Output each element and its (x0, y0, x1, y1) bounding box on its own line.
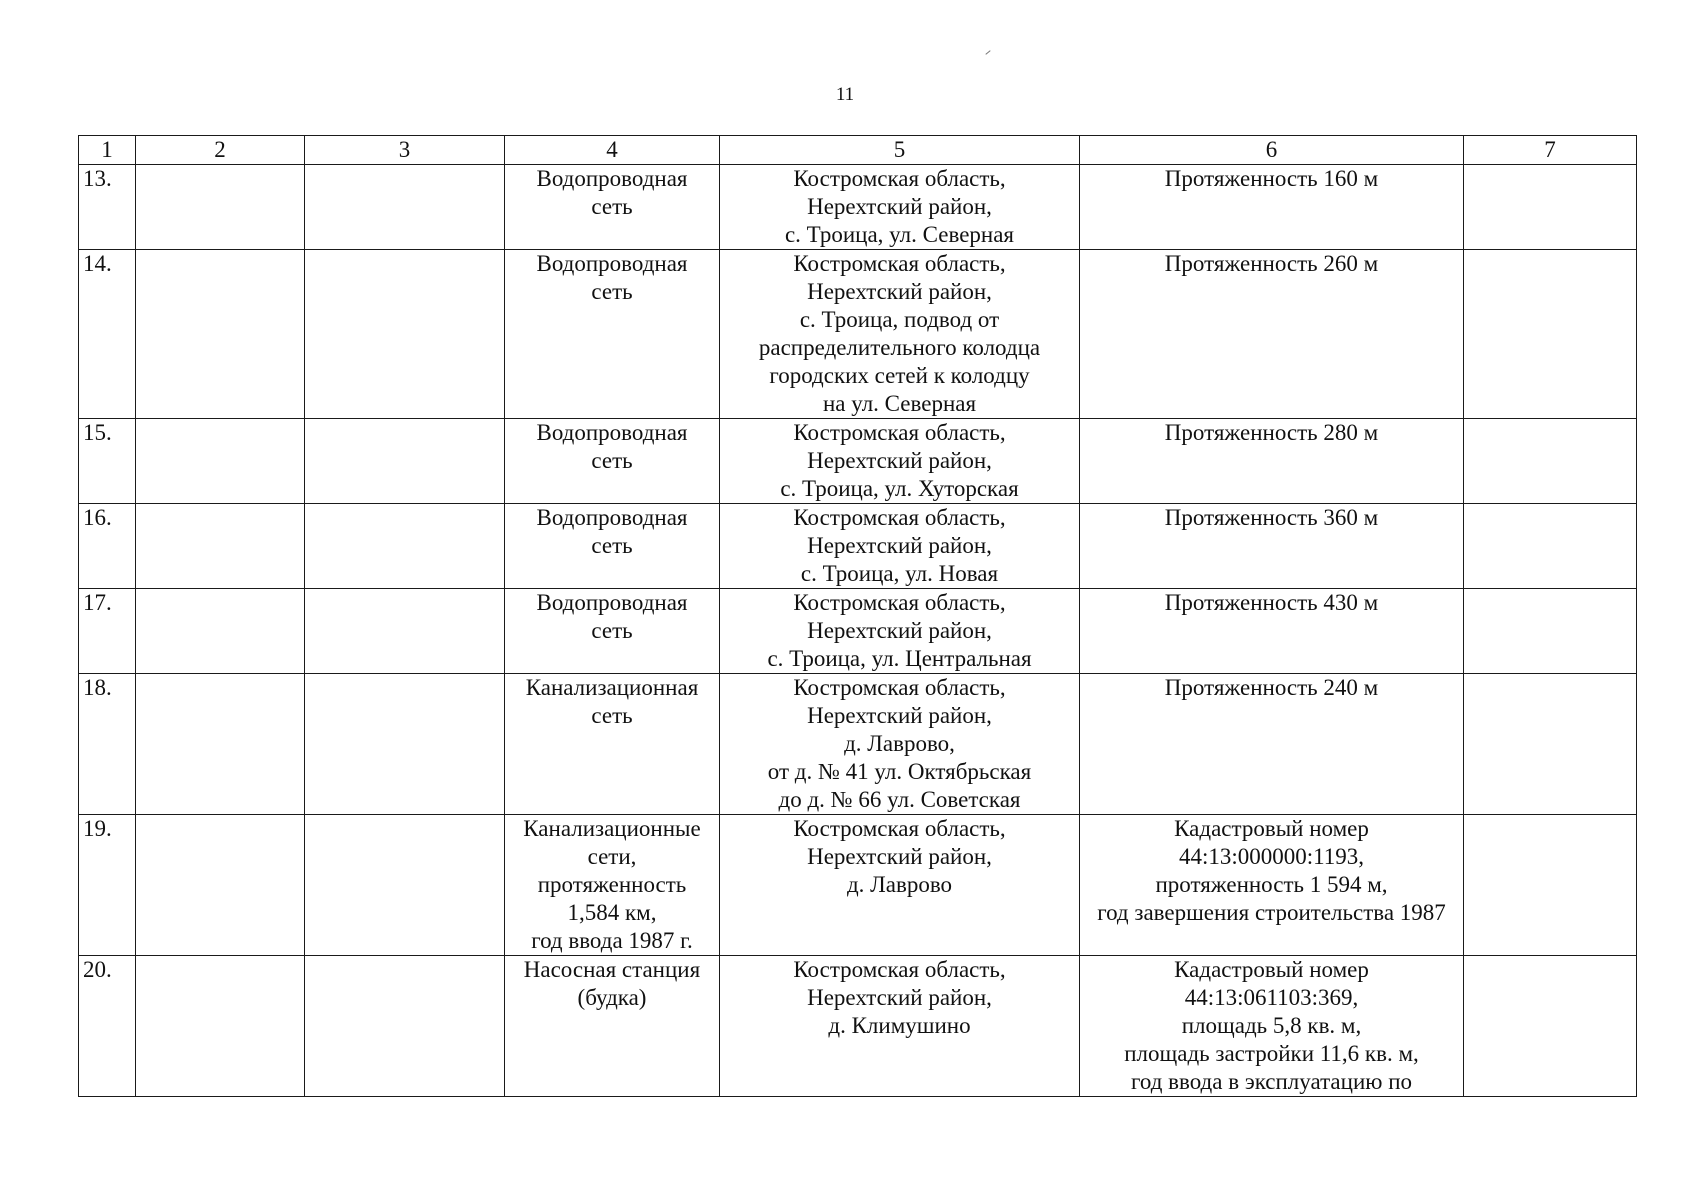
object-name-line: Водопроводная (536, 251, 688, 276)
address-line: Костромская область, (793, 675, 1006, 700)
table-body (79, 165, 1637, 1097)
characteristics-line: Протяженность 360 м (1164, 505, 1379, 530)
address-cell (720, 504, 1080, 589)
row-number: 14. (83, 251, 112, 276)
row-number-cell (79, 815, 136, 956)
characteristics-cell (1080, 956, 1464, 1097)
row-number: 20. (83, 957, 112, 982)
table-row (79, 956, 1637, 1097)
row-number-cell (79, 589, 136, 674)
row-number-cell (79, 250, 136, 419)
object-name-line: Водопроводная (536, 590, 688, 615)
header-col-3: 3 (305, 136, 505, 165)
object-name-cell (505, 250, 720, 419)
row-number-cell (79, 504, 136, 589)
object-name-line: Насосная станция (523, 957, 701, 982)
address-cell (720, 956, 1080, 1097)
row-number: 17. (83, 590, 112, 615)
empty-cell-col-2 (136, 419, 305, 504)
object-name-line: Водопроводная (536, 420, 688, 445)
address-line: Костромская область, (793, 420, 1006, 445)
empty-cell-col-7 (1464, 419, 1637, 504)
address-cell (720, 419, 1080, 504)
table-row (79, 815, 1637, 956)
table-row (79, 589, 1637, 674)
object-name-line: сети, (587, 844, 637, 869)
row-number-cell (79, 165, 136, 250)
characteristics-line: Протяженность 160 м (1164, 166, 1379, 191)
address-cell (720, 250, 1080, 419)
characteristics-cell (1080, 504, 1464, 589)
characteristics-line: Протяженность 430 м (1164, 590, 1379, 615)
empty-cell-col-2 (136, 165, 305, 250)
characteristics-line: 44:13:061103:369, (1184, 985, 1359, 1010)
empty-cell-col-2 (136, 250, 305, 419)
table-row (79, 674, 1637, 815)
characteristics-line: Кадастровый номер (1174, 816, 1369, 841)
header-row (79, 136, 1637, 165)
empty-cell-col-3 (305, 504, 505, 589)
empty-cell-col-2 (136, 589, 305, 674)
object-name-line: Канализационные (523, 816, 701, 841)
object-name-line: Канализационная (525, 675, 699, 700)
address-cell (720, 674, 1080, 815)
empty-cell-col-3 (305, 165, 505, 250)
header-col-4: 4 (505, 136, 720, 165)
address-line: Нерехтский район, (807, 448, 992, 473)
characteristics-cell (1080, 165, 1464, 250)
characteristics-line: площадь застройки 11,6 кв. м, (1124, 1041, 1419, 1066)
address-line: Нерехтский район, (807, 533, 992, 558)
object-name-line: сеть (591, 448, 633, 473)
characteristics-cell (1080, 674, 1464, 815)
address-line: Нерехтский район, (807, 618, 992, 643)
address-line: д. Лаврово (846, 872, 953, 897)
row-number: 13. (83, 166, 112, 191)
address-line: на ул. Северная (822, 391, 977, 416)
address-cell (720, 815, 1080, 956)
address-line: с. Троица, ул. Северная (784, 222, 1015, 247)
header-col-2: 2 (136, 136, 305, 165)
address-line: Нерехтский район, (807, 985, 992, 1010)
address-line: Костромская область, (793, 957, 1006, 982)
object-name-line: Водопроводная (536, 505, 688, 530)
characteristics-line: год ввода в эксплуатацию по (1131, 1069, 1412, 1094)
address-line: распределительного колодца (758, 335, 1041, 360)
row-number: 19. (83, 816, 112, 841)
address-line: Костромская область, (793, 251, 1006, 276)
characteristics-line: Протяженность 260 м (1164, 251, 1379, 276)
address-line: с. Троица, ул. Новая (800, 561, 999, 586)
object-name-cell (505, 589, 720, 674)
empty-cell-col-7 (1464, 956, 1637, 1097)
characteristics-cell (1080, 419, 1464, 504)
object-name-cell (505, 956, 720, 1097)
scan-mark (985, 50, 990, 55)
row-number-cell (79, 419, 136, 504)
address-line: с. Троица, подвод от (799, 307, 1000, 332)
address-line: Нерехтский район, (807, 279, 992, 304)
object-name-line: (будка) (577, 985, 647, 1010)
table-header (79, 136, 1637, 165)
row-number: 18. (83, 675, 112, 700)
characteristics-line: протяженность 1 594 м, (1155, 872, 1388, 897)
address-line: Нерехтский район, (807, 703, 992, 728)
address-line: д. Лаврово, (844, 731, 955, 756)
row-number-cell (79, 956, 136, 1097)
empty-cell-col-3 (305, 589, 505, 674)
empty-cell-col-3 (305, 956, 505, 1097)
characteristics-cell (1080, 589, 1464, 674)
object-name-line: год ввода 1987 г. (531, 928, 693, 953)
empty-cell-col-3 (305, 250, 505, 419)
object-name-cell (505, 504, 720, 589)
row-number-cell (79, 674, 136, 815)
object-name-cell (505, 815, 720, 956)
address-line: Костромская область, (793, 505, 1006, 530)
object-name-line: протяженность (537, 872, 687, 897)
characteristics-line: площадь 5,8 кв. м, (1181, 1013, 1362, 1038)
object-name-cell (505, 674, 720, 815)
table-row (79, 504, 1637, 589)
characteristics-line: Протяженность 280 м (1164, 420, 1379, 445)
empty-cell-col-2 (136, 504, 305, 589)
empty-cell-col-3 (305, 419, 505, 504)
object-name-line: сеть (591, 194, 633, 219)
header-col-6: 6 (1080, 136, 1464, 165)
address-line: Костромская область, (793, 166, 1006, 191)
address-line: Нерехтский район, (807, 844, 992, 869)
address-line: от д. № 41 ул. Октябрьская (767, 759, 1032, 784)
address-line: до д. № 66 ул. Советская (778, 787, 1021, 812)
object-name-line: сеть (591, 703, 633, 728)
empty-cell-col-2 (136, 674, 305, 815)
header-col-7: 7 (1464, 136, 1637, 165)
empty-cell-col-7 (1464, 504, 1637, 589)
row-number: 15. (83, 420, 112, 445)
table-row (79, 250, 1637, 419)
table-row (79, 165, 1637, 250)
address-cell (720, 589, 1080, 674)
object-name-line: сеть (591, 279, 633, 304)
empty-cell-col-7 (1464, 165, 1637, 250)
empty-cell-col-7 (1464, 674, 1637, 815)
empty-cell-col-2 (136, 956, 305, 1097)
address-line: д. Климушино (828, 1013, 971, 1038)
empty-cell-col-3 (305, 815, 505, 956)
property-register-table (78, 135, 1637, 1097)
object-name-line: Водопроводная (536, 166, 688, 191)
address-line: Костромская область, (793, 590, 1006, 615)
header-col-5: 5 (720, 136, 1080, 165)
object-name-line: сеть (591, 533, 633, 558)
header-col-1: 1 (79, 136, 136, 165)
characteristics-line: 44:13:000000:1193, (1178, 844, 1365, 869)
empty-cell-col-7 (1464, 815, 1637, 956)
address-cell (720, 165, 1080, 250)
empty-cell-col-7 (1464, 589, 1637, 674)
object-name-line: сеть (591, 618, 633, 643)
empty-cell-col-3 (305, 674, 505, 815)
characteristics-line: Кадастровый номер (1174, 957, 1369, 982)
empty-cell-col-2 (136, 815, 305, 956)
address-line: городских сетей к колодцу (769, 363, 1030, 388)
object-name-line: 1,584 км, (567, 900, 657, 925)
address-line: с. Троица, ул. Центральная (767, 646, 1032, 671)
object-name-cell (505, 419, 720, 504)
characteristics-cell (1080, 250, 1464, 419)
page-number: 11 (835, 84, 855, 105)
characteristics-cell (1080, 815, 1464, 956)
table-row (79, 419, 1637, 504)
characteristics-line: год завершения строительства 1987 (1097, 900, 1446, 925)
object-name-cell (505, 165, 720, 250)
address-line: с. Троица, ул. Хуторская (780, 476, 1019, 501)
characteristics-line: Протяженность 240 м (1164, 675, 1379, 700)
row-number: 16. (83, 505, 112, 530)
address-line: Нерехтский район, (807, 194, 992, 219)
empty-cell-col-7 (1464, 250, 1637, 419)
address-line: Костромская область, (793, 816, 1006, 841)
